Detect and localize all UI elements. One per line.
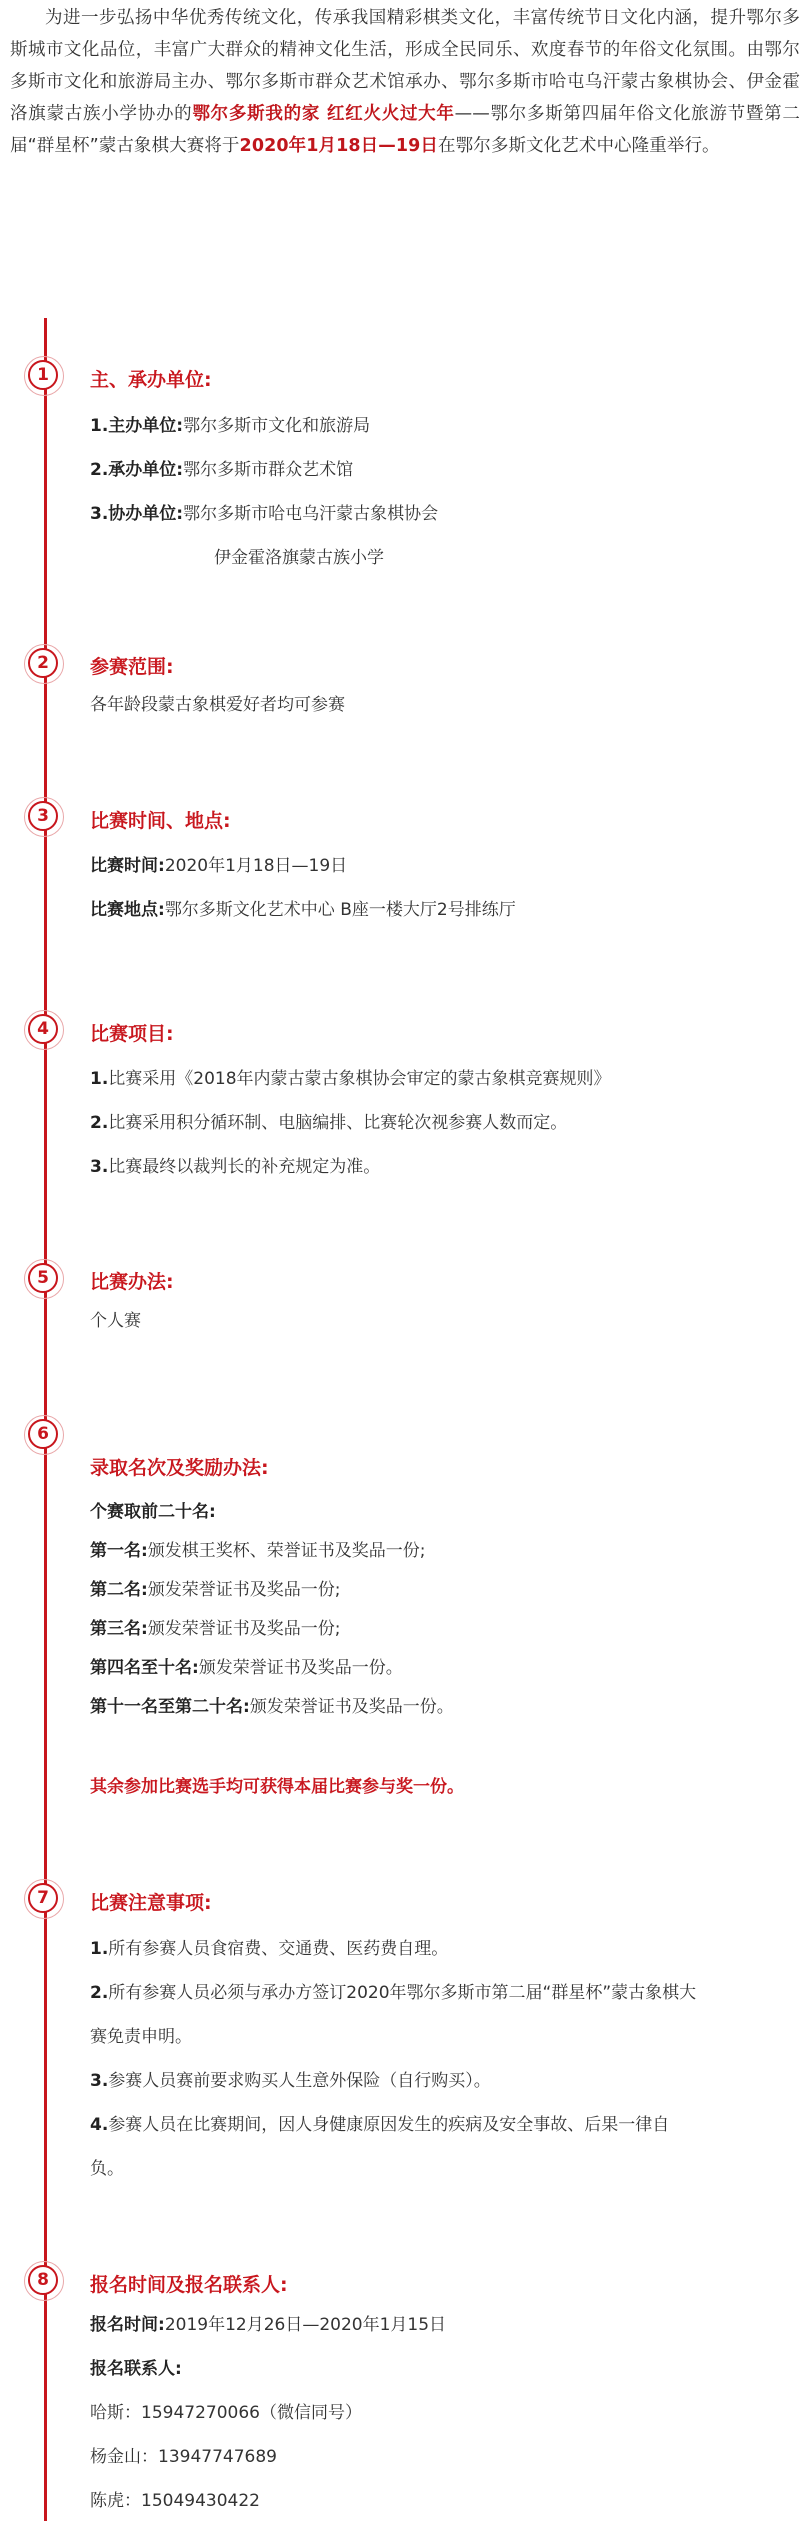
info-line <box>90 851 347 876</box>
info-line <box>90 1614 341 1639</box>
info-line <box>90 1653 403 1678</box>
info-line <box>90 895 516 920</box>
section-number-badge: 4 <box>28 1014 58 1044</box>
line-label: 4. <box>90 2115 109 2135</box>
section-number-badge: 7 <box>28 1883 58 1913</box>
info-line <box>90 1692 454 1717</box>
info-line <box>90 455 353 480</box>
line-value: 鄂尔多斯市哈屯乌汗蒙古象棋协会 <box>183 504 439 524</box>
info-line <box>90 1978 696 2003</box>
line-label: 第二名: <box>90 1580 148 1600</box>
section-title: 主、承办单位: <box>90 369 212 391</box>
line-value: 陈虎：15049430422 <box>90 2491 260 2511</box>
line-value: 颁发荣誉证书及奖品一份。 <box>249 1697 454 1717</box>
section-title: 报名时间及报名联系人: <box>90 2274 288 2296</box>
line-value: 颁发荣誉证书及奖品一份。 <box>198 1658 403 1678</box>
section-title: 比赛项目: <box>90 1023 174 1045</box>
intro-text-3: 在鄂尔多斯文化艺术中心隆重举行。 <box>438 136 720 156</box>
section-title: 录取名次及奖励办法: <box>90 1457 269 1479</box>
line-label: 1. <box>90 1069 109 1089</box>
info-line <box>90 1934 448 1959</box>
line-value: 颁发荣誉证书及奖品一份; <box>147 1580 341 1600</box>
line-value: 比赛采用积分循环制、电脑编排、比赛轮次视参赛人数而定。 <box>108 1113 568 1133</box>
line-label: 第十一名至第二十名: <box>90 1697 250 1717</box>
section-number-badge: 3 <box>28 801 58 831</box>
info-line <box>90 499 438 524</box>
section-number-badge: 2 <box>28 648 58 678</box>
participation-award-note: 其余参加比赛选手均可获得本届比赛参与奖一份。 <box>90 1777 464 1797</box>
contact-line <box>90 2486 260 2511</box>
intro-highlight-date: 2020年1月18日—19日 <box>239 136 439 156</box>
line-label: 2. <box>90 1983 109 2003</box>
line-value: 比赛采用《2018年内蒙古蒙古象棋协会审定的蒙古象棋竞赛规则》 <box>108 1069 611 1089</box>
line-value: 个人赛 <box>90 1311 141 1331</box>
info-line <box>90 690 345 715</box>
contact-line <box>90 2398 362 2423</box>
section-number-badge: 5 <box>28 1263 58 1293</box>
info-line <box>90 1306 141 1331</box>
line-value: 2020年1月18日—19日 <box>164 856 348 876</box>
line-label: 第四名至十名: <box>90 1658 199 1678</box>
line-value: 参赛人员赛前要求购买人生意外保险（自行购买）。 <box>108 2071 491 2091</box>
info-line <box>90 2022 192 2047</box>
line-label: 比赛时间: <box>90 856 165 876</box>
info-line <box>90 2066 491 2091</box>
info-line <box>90 411 370 436</box>
line-value: 各年龄段蒙古象棋爱好者均可参赛 <box>90 695 345 715</box>
line-label: 第一名: <box>90 1541 148 1561</box>
info-line <box>90 1536 426 1561</box>
line-label: 3. <box>90 1157 109 1177</box>
intro-text-2: ——鄂尔多斯第四届年俗文化旅游节暨第二届“群星杯”蒙古象棋大赛将于 <box>10 104 800 156</box>
line-value: 2019年12月26日—2020年1月15日 <box>164 2315 447 2335</box>
info-line <box>90 2154 124 2179</box>
line-label: 3. <box>90 2071 109 2091</box>
info-line <box>90 1497 216 1522</box>
section-title: 参赛范围: <box>90 656 174 678</box>
info-line <box>90 2110 669 2135</box>
info-line <box>90 1108 567 1133</box>
line-value: 比赛最终以裁判长的补充规定为准。 <box>108 1157 381 1177</box>
section-title: 比赛办法: <box>90 1271 174 1293</box>
line-label: 第三名: <box>90 1619 148 1639</box>
section-title: 比赛时间、地点: <box>90 810 231 832</box>
info-line <box>214 543 384 568</box>
line-value: 杨金山：13947747689 <box>90 2447 277 2467</box>
line-label: 1.主办单位: <box>90 416 184 436</box>
section-number-badge: 6 <box>28 1419 58 1449</box>
line-value: 伊金霍洛旗蒙古族小学 <box>214 548 384 568</box>
info-line <box>90 2310 446 2335</box>
section-number-badge: 8 <box>28 2265 58 2295</box>
info-line <box>90 1575 341 1600</box>
line-label: 1. <box>90 1939 109 1959</box>
line-label: 2. <box>90 1113 109 1133</box>
line-value: 鄂尔多斯文化艺术中心 B座一楼大厅2号排练厅 <box>164 900 516 920</box>
line-value: 参赛人员在比赛期间，因人身健康原因发生的疾病及安全事故、后果一律自 <box>108 2115 670 2135</box>
line-label: 报名联系人: <box>90 2359 182 2379</box>
section-number-badge: 1 <box>28 360 58 390</box>
section-title: 比赛注意事项: <box>90 1892 212 1914</box>
line-value: 颁发荣誉证书及奖品一份; <box>147 1619 341 1639</box>
line-label: 个赛取前二十名: <box>90 1502 216 1522</box>
info-line <box>90 1064 611 1089</box>
info-line <box>90 2354 182 2379</box>
intro-highlight-theme: 鄂尔多斯我的家 红红火火过大年 <box>192 104 455 124</box>
intro-text-1: 为进一步弘扬中华优秀传统文化，传承我国精彩棋类文化，丰富传统节日文化内涵，提升鄂尔多斯城市文化品位，丰富广大群众的精神文化生活，形成全民同乐、欢度春节的年俗文化氛围。由鄂尔多斯市文化和旅游局主办、鄂尔多斯市群众艺术馆承办、鄂尔多斯市哈屯乌汗蒙古象棋协会、伊金霍洛旗蒙古族小学协办的 <box>10 8 800 124</box>
line-value: 负。 <box>90 2159 124 2179</box>
line-label: 比赛地点: <box>90 900 165 920</box>
line-value: 哈斯：15947270066（微信同号） <box>90 2403 362 2423</box>
line-label: 2.承办单位: <box>90 460 184 480</box>
line-label: 报名时间: <box>90 2315 165 2335</box>
line-value: 所有参赛人员必须与承办方签订2020年鄂尔多斯市第二届“群星杯”蒙古象棋大 <box>108 1983 697 2003</box>
line-value: 颁发棋王奖杯、荣誉证书及奖品一份; <box>147 1541 426 1561</box>
line-label: 3.协办单位: <box>90 504 184 524</box>
line-value: 鄂尔多斯市群众艺术馆 <box>183 460 354 480</box>
line-value: 鄂尔多斯市文化和旅游局 <box>183 416 371 436</box>
info-line <box>90 1152 380 1177</box>
contact-line <box>90 2442 277 2467</box>
line-value: 赛免责申明。 <box>90 2027 192 2047</box>
line-value: 所有参赛人员食宿费、交通费、医药费自理。 <box>108 1939 449 1959</box>
intro-paragraph <box>10 2 800 162</box>
